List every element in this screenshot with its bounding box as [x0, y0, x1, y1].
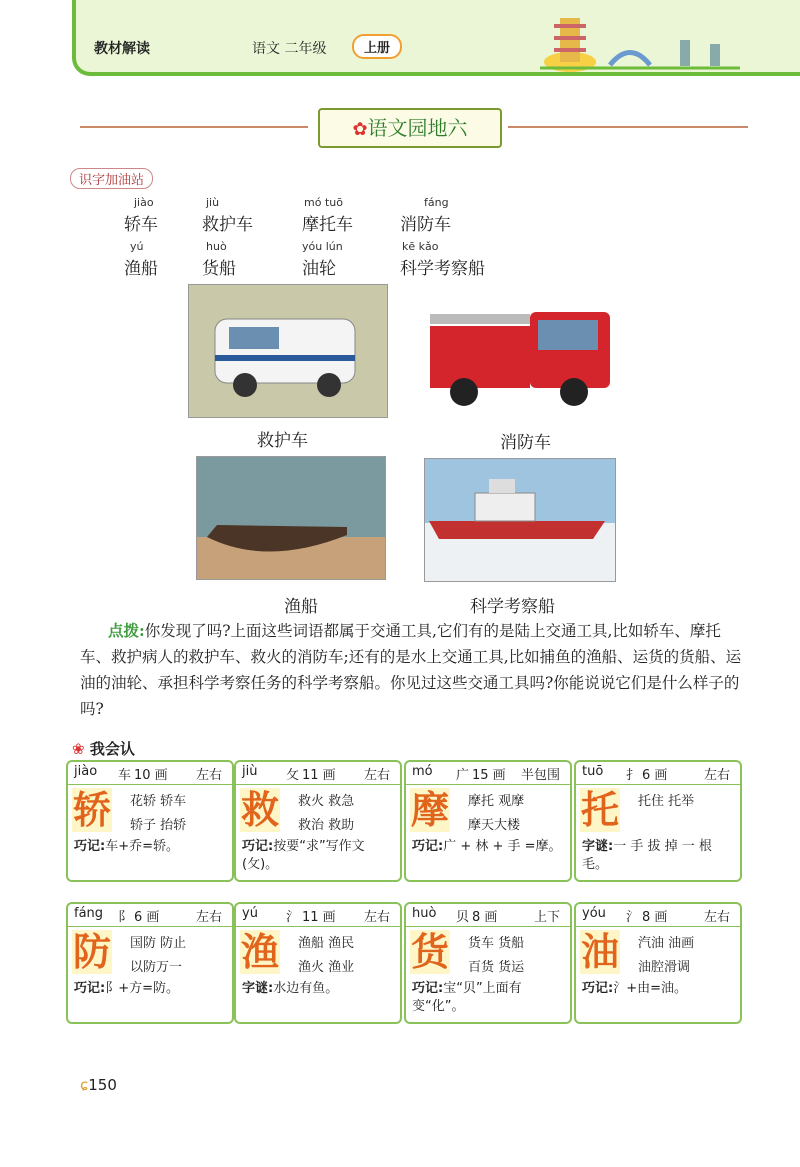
card-words: 花轿 轿车 — [130, 794, 187, 809]
card-words: 油腔滑调 — [638, 960, 691, 975]
card-strokes: 6 画 — [642, 768, 668, 783]
card-structure: 左右 — [363, 910, 390, 925]
card-structure: 左右 — [195, 768, 222, 783]
page-header — [0, 0, 800, 78]
word: 货船 — [202, 259, 236, 279]
card-radical: 攵 — [286, 768, 300, 783]
card-note-label: 巧记: — [74, 981, 106, 996]
card-character: 渔 — [240, 929, 279, 974]
pinyin: yú — [130, 240, 144, 253]
card-strokes: 8 画 — [642, 910, 668, 925]
title-rule-right — [508, 126, 748, 128]
card-words: 渔火 渔业 — [298, 960, 355, 975]
research-ship-photo — [424, 458, 616, 582]
card-structure: 左右 — [703, 768, 730, 783]
card-pinyin: tuō — [582, 764, 604, 779]
card-character: 防 — [72, 929, 111, 974]
card-words: 汽油 油画 — [638, 936, 695, 951]
pinyin: yóu lún — [302, 240, 343, 253]
card-note-text: 水边有鱼。 — [273, 981, 339, 996]
tip-paragraph — [80, 618, 750, 722]
card-note-label: 巧记: — [412, 981, 444, 996]
fishing-boat-photo — [196, 456, 386, 580]
card-header — [236, 762, 400, 785]
card-note-text: 广 + 林 + 手 =摩。 — [443, 839, 562, 854]
card-header — [236, 904, 400, 927]
card-note-label: 巧记: — [242, 839, 274, 854]
word: 摩托车 — [302, 215, 353, 235]
card-note-text: 车+乔=轿。 — [105, 839, 179, 854]
fire-truck-photo — [424, 290, 624, 416]
card-radical: 氵 — [286, 910, 300, 925]
pinyin: mó tuō — [304, 196, 343, 209]
card-note-text: 宝“贝”上面有变“化”。 — [412, 981, 522, 1014]
char-card — [574, 902, 742, 1024]
section-title-text: 语文园地六 — [367, 116, 468, 140]
card-radical: 广 — [456, 768, 470, 783]
subject-label: 语文 二年级 — [252, 41, 327, 57]
swirl-icon: ɕ — [80, 1076, 89, 1094]
volume-badge: 上册 — [352, 34, 402, 59]
card-note-label: 巧记: — [582, 981, 614, 996]
flower-icon: ✿ — [352, 119, 368, 140]
card-note-text: 一 手 拔 掉 一 根毛。 — [582, 839, 712, 872]
card-words: 托住 托举 — [638, 794, 695, 809]
card-note-label: 巧记: — [74, 839, 106, 854]
page-number — [80, 1076, 117, 1094]
card-header — [406, 904, 570, 927]
char-card — [234, 760, 402, 882]
photo-caption: 救护车 — [257, 431, 308, 451]
pinyin: huò — [206, 240, 227, 253]
word: 救护车 — [202, 215, 253, 235]
photo-caption: 渔船 — [284, 597, 318, 617]
card-radical: 扌 — [626, 768, 640, 783]
card-radical: 阝 — [118, 910, 132, 925]
card-words: 摩托 观摩 — [468, 794, 525, 809]
card-header — [68, 762, 232, 785]
word: 油轮 — [302, 259, 336, 279]
card-note — [74, 838, 224, 856]
card-words: 货车 货船 — [468, 936, 525, 951]
card-words: 轿子 抬轿 — [130, 818, 187, 833]
card-header — [68, 904, 232, 927]
card-words: 渔船 渔民 — [298, 936, 355, 951]
card-structure: 上下 — [533, 910, 560, 925]
card-words: 摩天大楼 — [468, 818, 521, 833]
card-pinyin: jiù — [242, 764, 258, 779]
photo-caption: 科学考察船 — [470, 597, 555, 617]
book-label: 教材解读 — [94, 41, 150, 57]
word: 科学考察船 — [400, 259, 485, 279]
card-note-label: 字谜: — [582, 839, 614, 854]
card-radical: 贝 — [456, 910, 470, 925]
card-strokes: 11 画 — [302, 910, 336, 925]
card-words: 救治 救助 — [298, 818, 355, 833]
word: 渔船 — [124, 259, 158, 279]
card-radical: 车 — [118, 768, 132, 783]
card-header — [576, 762, 740, 785]
char-card — [66, 902, 234, 1024]
page-number-text: 150 — [88, 1076, 117, 1094]
char-card — [234, 902, 402, 1024]
card-note-label: 字谜: — [242, 981, 274, 996]
pinyin: kē kǎo — [402, 240, 439, 253]
card-words: 百货 货运 — [468, 960, 525, 975]
tip-text: 你发现了吗?上面这些词语都属于交通工具,它们有的是陆上交通工具,比如轿车、摩托车、救护病人的救护车、救火的消防车;还有的是水上交通工具,比如捕鱼的渔船、运货的货船、运油的油轮、承担科学考察任务的科学考察船。你见过这些交通工具吗?你能说说它们是什么样子的吗? — [80, 622, 742, 718]
pinyin: jiù — [206, 196, 220, 209]
card-note — [582, 838, 732, 874]
card-note — [582, 980, 732, 998]
card-note-text: 阝+方=防。 — [105, 981, 179, 996]
card-radical: 氵 — [626, 910, 640, 925]
pinyin: jiào — [134, 196, 154, 209]
card-pinyin: yú — [242, 906, 258, 921]
card-words: 国防 防止 — [130, 936, 187, 951]
photo-caption: 消防车 — [500, 433, 551, 453]
card-strokes: 11 画 — [302, 768, 336, 783]
card-strokes: 6 画 — [134, 910, 160, 925]
card-note-label: 巧记: — [412, 839, 444, 854]
pagoda-scenery-icon — [540, 10, 740, 72]
card-structure: 左右 — [703, 910, 730, 925]
card-header — [576, 904, 740, 927]
card-character: 救 — [240, 787, 279, 832]
card-pinyin: huò — [412, 906, 437, 921]
char-card — [404, 760, 572, 882]
card-note — [242, 980, 392, 998]
card-character: 货 — [410, 929, 449, 974]
char-card — [404, 902, 572, 1024]
card-words: 救火 救急 — [298, 794, 355, 809]
station-label: 识字加油站 — [70, 168, 153, 189]
tip-label: 点拨: — [108, 621, 145, 640]
card-character: 托 — [580, 787, 619, 832]
card-strokes: 10 画 — [134, 768, 168, 783]
learn-label: 我会认 — [89, 740, 135, 758]
card-note-text: 氵+由=油。 — [613, 981, 687, 996]
card-words: 以防万一 — [130, 960, 183, 975]
card-note — [412, 980, 562, 1016]
card-strokes: 15 画 — [472, 768, 506, 783]
pinyin: fáng — [424, 196, 449, 209]
card-note-text: 按要“求”写作文(攵)。 — [242, 839, 365, 872]
flower-bullet-icon: ❀ — [72, 740, 85, 758]
card-pinyin: fáng — [74, 906, 104, 921]
char-card — [574, 760, 742, 882]
learn-heading — [72, 738, 135, 759]
char-card — [66, 760, 234, 882]
card-character: 轿 — [72, 787, 111, 832]
word: 消防车 — [400, 215, 451, 235]
card-structure: 左右 — [363, 768, 390, 783]
ambulance-photo — [188, 284, 388, 418]
card-note — [242, 838, 392, 874]
card-character: 摩 — [410, 787, 449, 832]
card-strokes: 8 画 — [472, 910, 498, 925]
card-header — [406, 762, 570, 785]
card-structure: 左右 — [195, 910, 222, 925]
card-structure: 半包围 — [520, 768, 560, 783]
card-note — [412, 838, 562, 856]
card-pinyin: yóu — [582, 906, 606, 921]
title-rule-left — [80, 126, 308, 128]
card-pinyin: jiào — [74, 764, 98, 779]
card-pinyin: mó — [412, 764, 433, 779]
card-note — [74, 980, 224, 998]
card-character: 油 — [580, 929, 619, 974]
word: 轿车 — [124, 215, 158, 235]
section-title — [318, 108, 502, 148]
